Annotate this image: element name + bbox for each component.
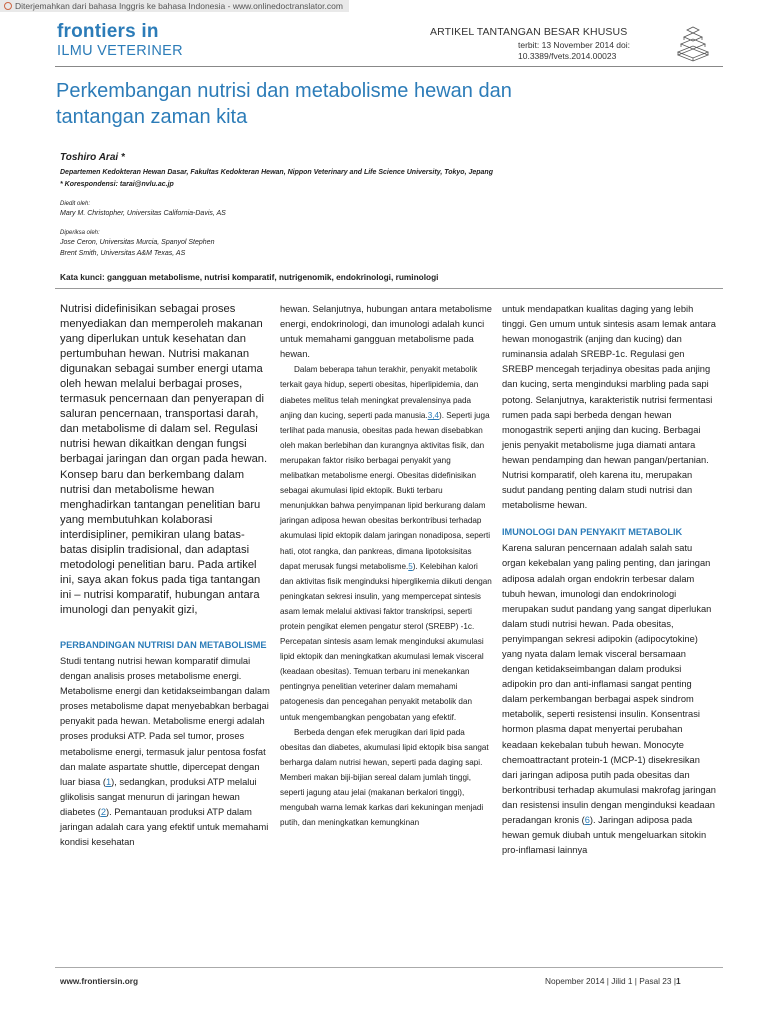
paragraph: Karena saluran pencernaan adalah salah satu organ kekebalan yang paling penting, dan jaringan adiposa adalah organ endokrin terbesar dalam tubuh hewan, imunologi dan endokrinologi merupakan sudut pandang yang sangat diperlukan dalam studi nutrisi hewan. Pada obesitas, penyimpangan sekresi adipokin (adipocytokine) yang nyata dalam lemak visceral bersamaan dengan ketidakseimbangan dalam produksi adipokin pro dan anti-inflamasi sangat penting dalam perkembangan berbagai aspek sindrom metabolik, seperti resistensi insulin. Konsentrasi hormon plasma dapat menyertai perubahan keadaan kekebalan tubuh hewan. Monocyte chemoattractant protein-1 (MCP-1) disekresikan dari jaringan adiposa putih pada obesitas dan berkontribusi terhadap akumulasi makrofag jaringan dan resistensi insulin dengan menginduksi keadaan peradangan kronis (6). Jaringan adiposa pada hewan gemuk diubah untuk mengeluarkan sitokin pro-inflamasi lainnya — [502, 543, 716, 856]
website-link[interactable]: www.frontiersin.org — [60, 976, 139, 986]
article-title-line-1: Perkembangan nutrisi dan metabolisme hewan dan — [56, 80, 512, 102]
reviewer-2: Brent Smith, Universitas A&M Texas, AS — [60, 250, 186, 257]
keywords: Kata kunci: gangguan metabolisme, nutrisi komparatif, nutrigenomik, endokrinologi, ruminologi — [60, 272, 439, 282]
translation-banner[interactable] — [0, 0, 349, 12]
reference-link[interactable]: 5 — [408, 561, 413, 571]
correspondence: * Korespondensi: tarai@nvlu.ac.jp — [60, 181, 174, 188]
reference-link[interactable]: 6 — [584, 815, 590, 825]
publication-info — [518, 40, 668, 62]
author: Toshiro Arai * — [60, 152, 125, 163]
section-heading-immunology: IMUNOLOGI DAN PENYAKIT METABOLIK — [502, 527, 683, 538]
reference-link[interactable]: 3,4 — [427, 410, 439, 420]
page-number: 1 — [676, 976, 681, 986]
edited-label: Diedit oleh: — [60, 201, 91, 207]
reviewer-1: Jose Ceron, Universitas Murcia, Spanyol Stephen — [60, 239, 215, 246]
editor: Mary M. Christopher, Universitas California-Davis, AS — [60, 210, 226, 217]
column-1 — [60, 302, 270, 850]
translation-banner-text[interactable]: Diterjemahkan dari bahasa Inggris ke bahasa Indonesia - www.onlinedoctranslator.com — [15, 1, 343, 11]
footer-divider — [55, 967, 723, 968]
article-type: ARTIKEL TANTANGAN BESAR KHUSUS — [430, 26, 628, 38]
article-title-line-2: tantangan zaman kita — [56, 106, 248, 128]
publication-date: terbit: 13 November 2014 doi: — [518, 40, 630, 50]
doi: 10.3389/fvets.2014.00023 — [518, 51, 617, 61]
keywords-divider — [55, 288, 723, 289]
stack-logo-icon — [668, 22, 718, 64]
paragraph: Dalam beberapa tahun terakhir, penyakit metabolik terkait gaya hidup, seperti obesitas, hiperlipidemia, dan diabetes melitus telah meningkat prevalensinya pada anjing dan kucing, seperti pada manusia.3,4). Seperti juga terlihat pada manusia, obesitas pada hewan disebabkan oleh makan berlebihan dan kurangnya aktivitas fisik, dan merupakan faktor risiko berbagai penyakit yang melibatkan metabolisme energi. Obesitas didefinisikan sebagai akumulasi lipid ektopik. Bukti terbaru menunjukkan bahwa penyimpanan lipid berkurang dalam jaringan adiposa hewan obesitas berkontribusi terhadap akumulasi lipid ektopik dalam jaringan nonadiposa, seperti hati, otot rangka, dan pankreas, dimana lipotoksisitas dapat merusak fungsi metabolisme.5). Kelebihan kalori dan aktivitas fisik menginduksi hiperglikemia diikuti dengan peningkatan sekresi insulin, yang mempercepat sintesis asam lemak melalui aktivasi faktor transkripsi, seperti protein pengikat elemen pengatur sterol (SREBP) -1c. Percepatan sintesis asam lemak menginduksi akumulasi lipid ektopik dan meningkatkan akumulasi lemak visceral (keadaan obesitas). Temuan terbaru ini menekankan pentingnya penelitian veteriner dalam memahami patogenesis dan pencegahan penyakit metabolik dan untuk mengembangkan pengobatan yang efektif. — [280, 365, 492, 722]
issue-text: Nopember 2014 | Jilid 1 | Pasal 23 | — [545, 976, 676, 986]
paragraph: hewan. Selanjutnya, hubungan antara metabolisme energi, endokrinologi, dan imunologi adalah kunci untuk memahami gangguan metabolisme pada hewan. — [280, 304, 492, 360]
paragraph: Studi tentang nutrisi hewan komparatif dimulai dengan analisis proses metabolisme energi. Metabolisme energi dan ketidakseimbangan dalam proses metabolisme dapat menyebabkan berbagai penyakit pada hewan. Metabolisme energi adalah proses produksi ATP. Pada sel tumor, proses metabolisme energi, termasuk jalur pentosa fosfat dan malate aspartate shuttle, dipercepat dengan luar biasa (1), sedangkan, produksi ATP melalui glikolisis sangat menurun di jaringan hewan diabetes (2). Pemantauan produksi ATP dalam jaringan adalah cara yang efektif untuk memahami kondisi kesehatan — [60, 655, 270, 848]
journal-name: frontiers in — [57, 21, 159, 42]
section-heading-comparative-nutrition: PERBANDINGAN NUTRISI DAN METABOLISME — [60, 639, 267, 650]
issue-info — [545, 976, 681, 986]
header-divider — [55, 66, 723, 67]
paragraph: untuk mendapatkan kualitas daging yang lebih tinggi. Gen umum untuk sintesis asam lemak antara hewan monogastrik (anjing dan kucing) dan ruminansia adalah SREBP-1c. Regulasi gen SREBP mencegah terjadinya obesitas pada anjing dan kucing, serta menginduksi marbling pada sapi potong. Selanjutnya, karakteristik nutrisi fermentasi rumen pada sapi berbeda dengan hewan monogastrik seperti anjing dan kucing. Berbagai jenis penyakit metabolisme juga diamati antara hewan pendamping dan hewan pangan/pertanian. Nutrisi komparatif, oleh karena itu, merupakan sudut pandang penting dalam studi nutrisi dan metabolisme hewan. — [502, 304, 716, 511]
affiliation: Departemen Kedokteran Hewan Dasar, Fakultas Kedokteran Hewan, Nippon Veterinary and Life Science University, Tokyo, Jepang — [60, 169, 493, 176]
reviewed-label: Diperiksa oleh: — [60, 230, 100, 236]
article-title — [56, 78, 696, 130]
intro-paragraph: Nutrisi didefinisikan sebagai proses menyediakan dan memperoleh makanan yang diperlukan untuk kesehatan dan pertumbuhan hewan. Nutrisi makanan digunakan sebagai sumber energi utama oleh hewan melalui berbagai proses, termasuk pencernaan dan penyerapan di saluran pencernaan, transportasi darah, dan metabolisme di dalam sel. Regulasi nutrisi hewan dikaitkan dengan fungsi berbagai jaringan dan organ pada hewan. Konsep baru dan berkembang dalam nutrisi dan metabolisme hewan menghadirkan tantangan penelitian baru yang membutuhkan kolaborasi interdisipliner, pemikiran ulang batas-batas disiplin tradisional, dan adaptasi metodologi penelitian baru. Pada artikel ini, saya akan fokus pada tiga tantangan ini – nutrisi komparatif, hubungan antara imunologi dan penyakit gizi, — [60, 303, 268, 616]
reference-link[interactable]: 2 — [100, 806, 107, 817]
column-2 — [280, 302, 492, 830]
journal-section: ILMU VETERINER — [57, 43, 183, 59]
reference-link[interactable]: 1 — [106, 776, 112, 787]
translate-icon — [4, 2, 12, 10]
paragraph: Berbeda dengan efek merugikan dari lipid pada obesitas dan diabetes, akumulasi lipid ektopik bisa sangat berharga dalam nutrisi hewan, seperti pada daging sapi. Memberi makan biji-bijian sereal dalam jumlah tinggi, seperti jagung atau jelai (makanan berkalori tinggi), mengubah warna lemak karkas dari kekuningan menjadi putih, dan meningkatkan kemungkinan — [280, 727, 489, 828]
column-3 — [502, 302, 716, 858]
